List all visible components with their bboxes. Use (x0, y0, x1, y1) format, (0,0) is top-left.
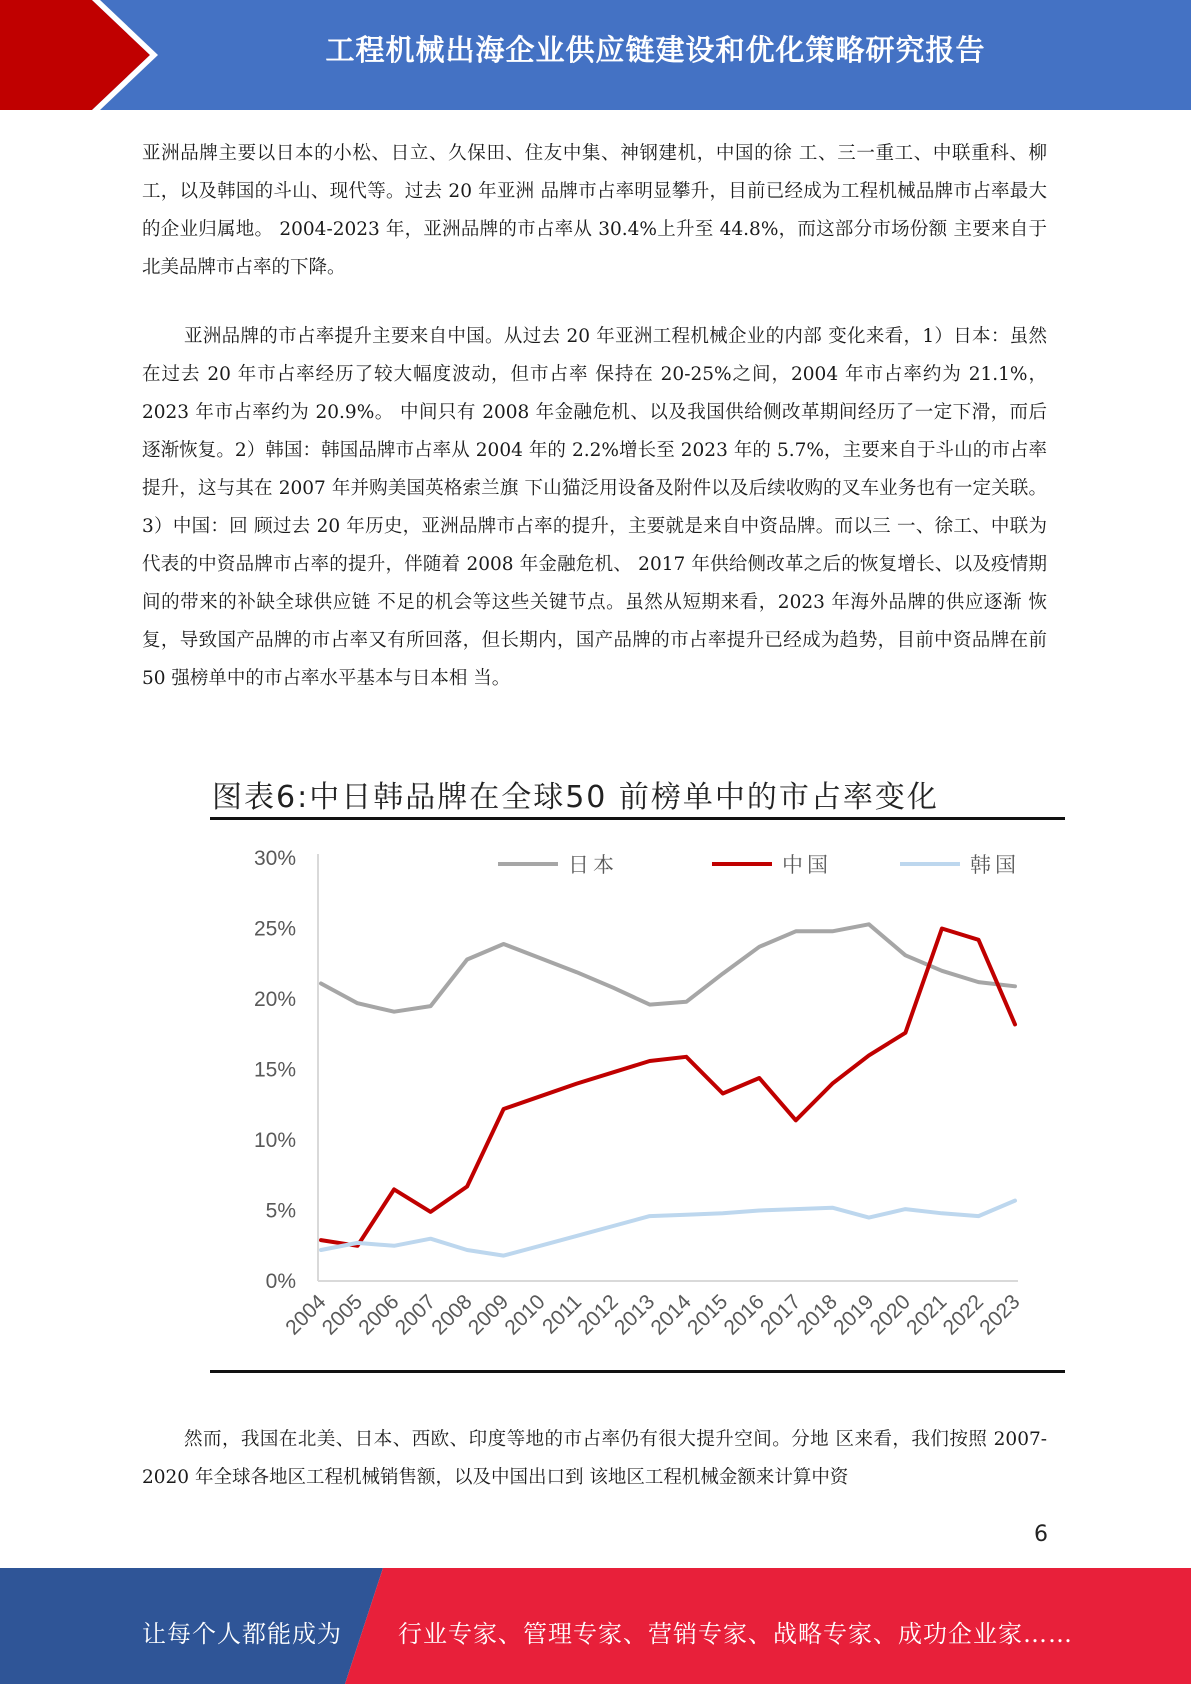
x-tick-label: 2007 (390, 1290, 441, 1340)
figure-bottom-rule (210, 1370, 1065, 1373)
legend-label: 日本 (568, 853, 618, 877)
market-share-line-chart (200, 830, 1060, 1365)
x-tick-label: 2010 (500, 1290, 550, 1340)
paragraph-1: 亚洲品牌主要以日本的小松、日立、久保田、住友中集、神钢建机，中国的徐 工、三一重工、中联重科、柳工，以及韩国的斗山、现代等。过去 20 年亚洲 品牌市占率明显攀升，目前已经成为工程机械品牌市占率最大的企业归属地。 2004-2023 年，亚洲品牌的市占率从 30.4%上升至 44.8%，而这部分市场份额 主要来自于北美品牌市占率的下降。 (142, 143, 1047, 278)
series-line-1 (321, 929, 1015, 1246)
page-header (0, 0, 1191, 110)
y-tick-label: 10% (253, 1129, 296, 1152)
series-lines (321, 924, 1015, 1255)
footer-slogan-left: 让每个人都能成为 (142, 1620, 342, 1648)
paragraph-3: 然而，我国在北美、日本、西欧、印度等地的市占率仍有很大提升空间。分地 区来看，我们按照 2007-2020 年全球各地区工程机械销售额，以及中国出口到 该地区工程机械金额来计算中资 (142, 1429, 1047, 1488)
y-tick-label: 30% (253, 847, 296, 870)
legend-label: 韩国 (970, 853, 1020, 877)
x-axis-ticks (281, 1290, 1024, 1340)
x-tick-label: 2013 (609, 1290, 660, 1340)
chart-legend (498, 853, 1020, 877)
x-tick-label: 2005 (317, 1290, 368, 1340)
x-tick-label: 2009 (463, 1290, 514, 1340)
footer-slogan-right: 行业专家、管理专家、营销专家、战略专家、成功企业家…… (398, 1620, 1073, 1648)
x-tick-label: 2012 (573, 1290, 623, 1340)
x-tick-label: 2023 (975, 1290, 1025, 1340)
x-tick-label: 2015 (683, 1290, 733, 1340)
x-tick-label: 2011 (538, 1290, 587, 1339)
series-line-0 (321, 924, 1015, 1011)
x-tick-label: 2020 (865, 1290, 915, 1340)
x-tick-label: 2008 (427, 1290, 477, 1340)
x-tick-label: 2004 (281, 1290, 331, 1340)
figure-top-rule (210, 817, 1065, 820)
x-tick-label: 2022 (938, 1290, 989, 1340)
figure-title: 图表6:中日韩品牌在全球50 前榜单中的市占率变化 (212, 780, 939, 815)
y-tick-label: 25% (253, 917, 296, 941)
paragraph-2: 亚洲品牌的市占率提升主要来自中国。从过去 20 年亚洲工程机械企业的内部 变化来看，1）日本：虽然在过去 20 年市占率经历了较大幅度波动，但市占率 保持在 20-25%之间，2004 年市占率约为 21.1%，2023 年市占率约为 20.9%。 中间只有 2008 年金融危机、以及我国供给侧改革期间经历了一定下滑，而后 逐渐恢复。2）韩国：韩国品牌市占率从 2004 年的 2.2%增长至 2023 年的 5.7%，主要来自于斗山的市占率提升，这与其在 2007 年并购美国英格索兰旗 下山猫泛用设备及附件以及后续收购的叉车业务也有一定关联。3）中国：回 顾过去 20 年历史，亚洲品牌市占率的提升，主要就是来自中资品牌。而以三 一、徐工、中联为代表的中资品牌市占率的提升，伴随着 2008 年金融危机、 2017 年供给侧改革之后的恢复增长、以及疫情期间的带来的补缺全球供应链 不足的机会等这些关键节点。虽然从短期来看，2023 年海外品牌的供应逐渐 恢复，导致国产品牌的市占率又有所回落，但长期内，国产品牌的市占率提升已经成为趋势，目前中资品牌在前 50 强榜单中的市占率水平基本与日本相 当。 (142, 326, 1047, 689)
x-tick-label: 2017 (756, 1290, 806, 1340)
legend-label: 中国 (782, 853, 832, 877)
x-tick-label: 2019 (829, 1290, 879, 1340)
y-axis-ticks (254, 847, 296, 1293)
y-tick-label: 15% (253, 1058, 296, 1082)
x-tick-label: 2021 (902, 1290, 952, 1340)
x-tick-label: 2014 (646, 1290, 696, 1340)
page-footer (0, 1568, 1191, 1684)
x-tick-label: 2018 (792, 1290, 842, 1340)
y-tick-label: 0% (265, 1270, 296, 1293)
header-title: 工程机械出海企业供应链建设和优化策略研究报告 (325, 33, 986, 67)
y-tick-label: 20% (253, 988, 296, 1011)
x-tick-label: 2016 (719, 1290, 769, 1340)
y-tick-label: 5% (265, 1199, 296, 1223)
x-tick-label: 2006 (354, 1290, 404, 1340)
page-number: 6 (1034, 1522, 1048, 1547)
